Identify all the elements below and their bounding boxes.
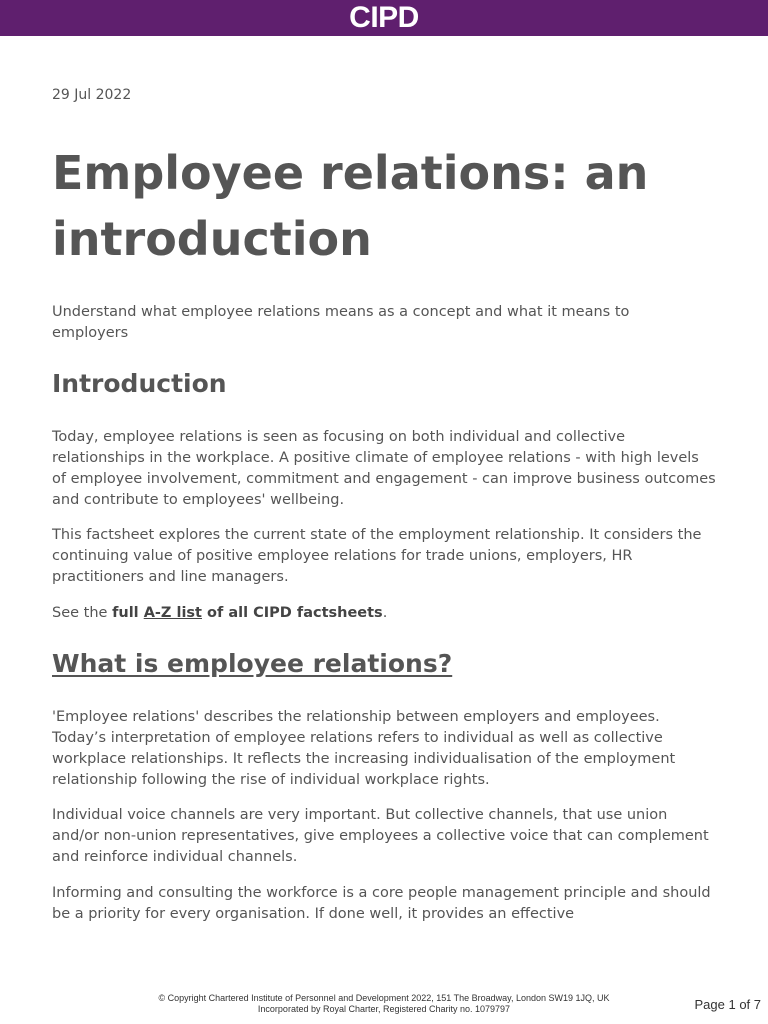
cipd-logo[interactable]: CIPD bbox=[349, 1, 419, 34]
what-paragraph-1: 'Employee relations' describes the relationship between employers and employees. Today’s interpretation of employee relations refers to individual as well as collective workplace relationships. It reflects the increasing individualisation of the employment relationship following the rise of individual workplace rights. bbox=[52, 709, 676, 788]
section-heading-introduction: Introduction bbox=[52, 369, 227, 398]
intro-paragraph-2: This factsheet explores the current state of the employment relationship. It considers the continuing value of positive employee relations for trade unions, employers, HR practitioners and line managers. bbox=[52, 527, 702, 585]
publish-date: 29 Jul 2022 bbox=[52, 87, 132, 103]
copyright-footer bbox=[100, 993, 668, 1015]
see-bold-before: full bbox=[112, 605, 144, 621]
copyright-line-1: © Copyright Chartered Institute of Personnel and Development 2022, 151 The Broadway, London SW19 1JQ, UK bbox=[158, 993, 610, 1003]
copyright-line-2: Incorporated by Royal Charter, Registered Charity no. 1079797 bbox=[257, 1004, 511, 1014]
see-suffix: . bbox=[382, 605, 388, 621]
intro-paragraph-1: Today, employee relations is seen as focusing on both individual and collective relationships in the workplace. A positive climate of employee relations - with high levels of employee involvement, commitment and engagement - can improve business outcomes and contribute to employees' wellbeing. bbox=[52, 429, 716, 508]
what-paragraph-2: Individual voice channels are very important. But collective channels, that use union and/or non-union representatives, give employees a collective voice that can complement and reinforce individual channels. bbox=[52, 807, 709, 865]
see-az-list-line bbox=[52, 603, 716, 624]
article-subtitle: Understand what employee relations means as a concept and what it means to employers bbox=[52, 304, 630, 341]
see-bold-after: of all CIPD factsheets bbox=[202, 605, 383, 621]
what-paragraph-3: Informing and consulting the workforce is a core people management principle and should be a priority for every organisation. If done well, it provides an effective bbox=[52, 885, 711, 922]
section-heading-what-is-employee-relations[interactable]: What is employee relations? bbox=[52, 649, 453, 678]
see-prefix: See the bbox=[52, 605, 113, 621]
page-number: Page 1 of 7 bbox=[694, 997, 761, 1012]
header-bar bbox=[0, 0, 768, 36]
page-title: Employee relations: an introduction bbox=[52, 146, 649, 266]
az-list-link[interactable]: A-Z list bbox=[143, 605, 202, 621]
